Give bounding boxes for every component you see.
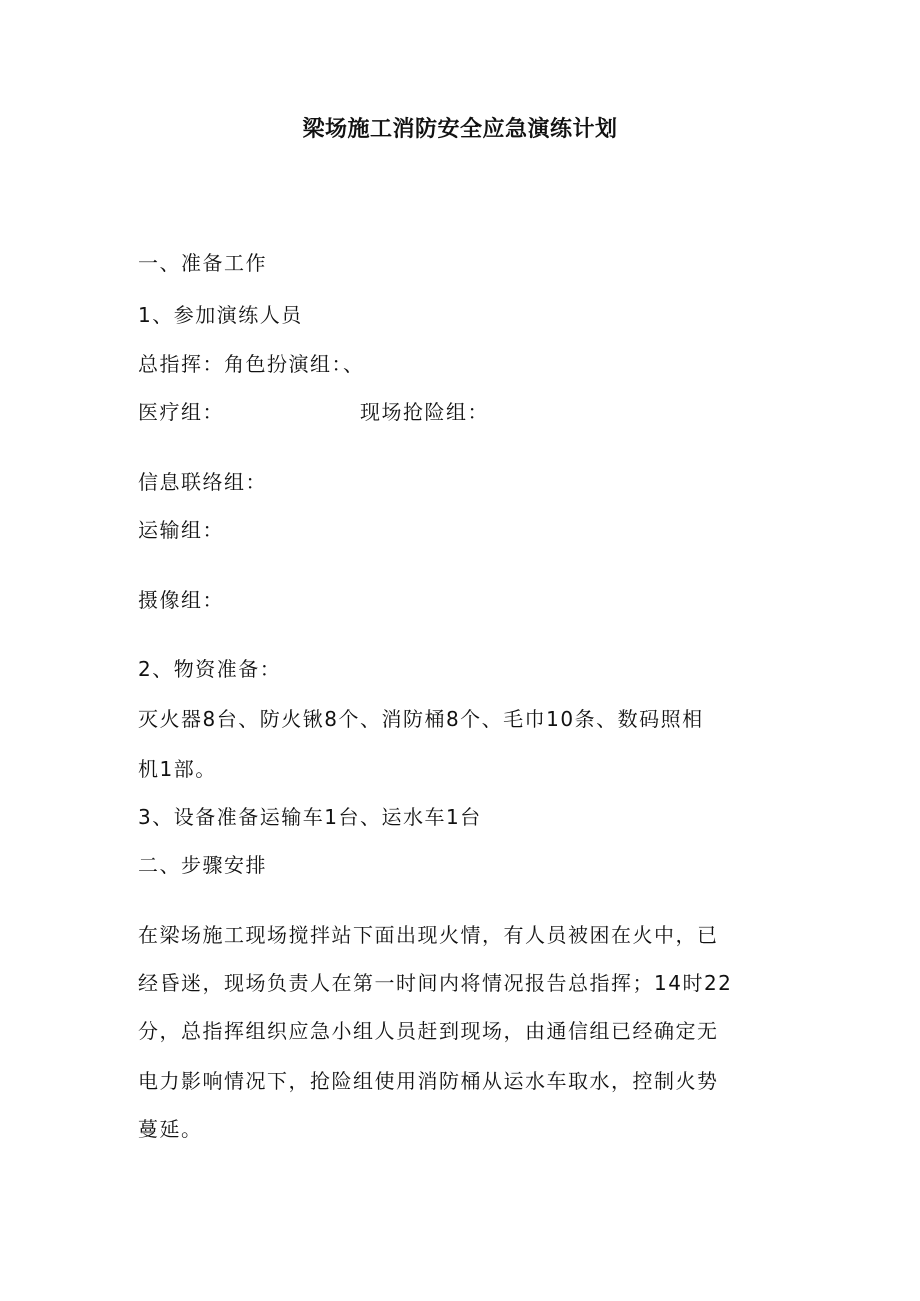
- section-1-heading: 一、准备工作: [138, 251, 267, 275]
- section-2-heading: 二、步骤安排: [138, 853, 267, 877]
- role-medical: 医疗组：: [138, 400, 224, 424]
- role-commander-actors: 总指挥：角色扮演组：、: [138, 352, 365, 376]
- materials-line-2: 机1部。: [138, 757, 217, 781]
- materials-line-1: 灭火器8台、防火锹8个、消防桶8个、毛巾10条、数码照相: [138, 707, 704, 731]
- role-transport: 运输组：: [138, 518, 224, 542]
- steps-line-3: 分，总指挥组织应急小组人员赶到现场，由通信组已经确定无: [138, 1019, 719, 1043]
- role-camera: 摄像组：: [138, 588, 224, 612]
- item-2-heading: 2、物资准备：: [138, 657, 282, 681]
- role-row-medical-rescue: [138, 397, 838, 427]
- steps-line-1: 在梁场施工现场搅拌站下面出现火情，有人员被困在火中，已: [138, 923, 719, 947]
- role-liaison: 信息联络组：: [138, 470, 267, 494]
- steps-line-4: 电力影响情况下，抢险组使用消防桶从运水车取水，控制火势: [138, 1069, 719, 1093]
- steps-line-5: 蔓延。: [138, 1117, 203, 1141]
- item-1-heading: 1、参加演练人员: [138, 303, 303, 327]
- document-title: 梁场施工消防安全应急演练计划: [302, 117, 618, 142]
- steps-line-2: 经昏迷，现场负责人在第一时间内将情况报告总指挥；14时22: [138, 971, 733, 995]
- item-3-line: 3、设备准备运输车1台、运水车1台: [138, 805, 482, 829]
- role-rescue: 现场抢险组：: [360, 400, 489, 424]
